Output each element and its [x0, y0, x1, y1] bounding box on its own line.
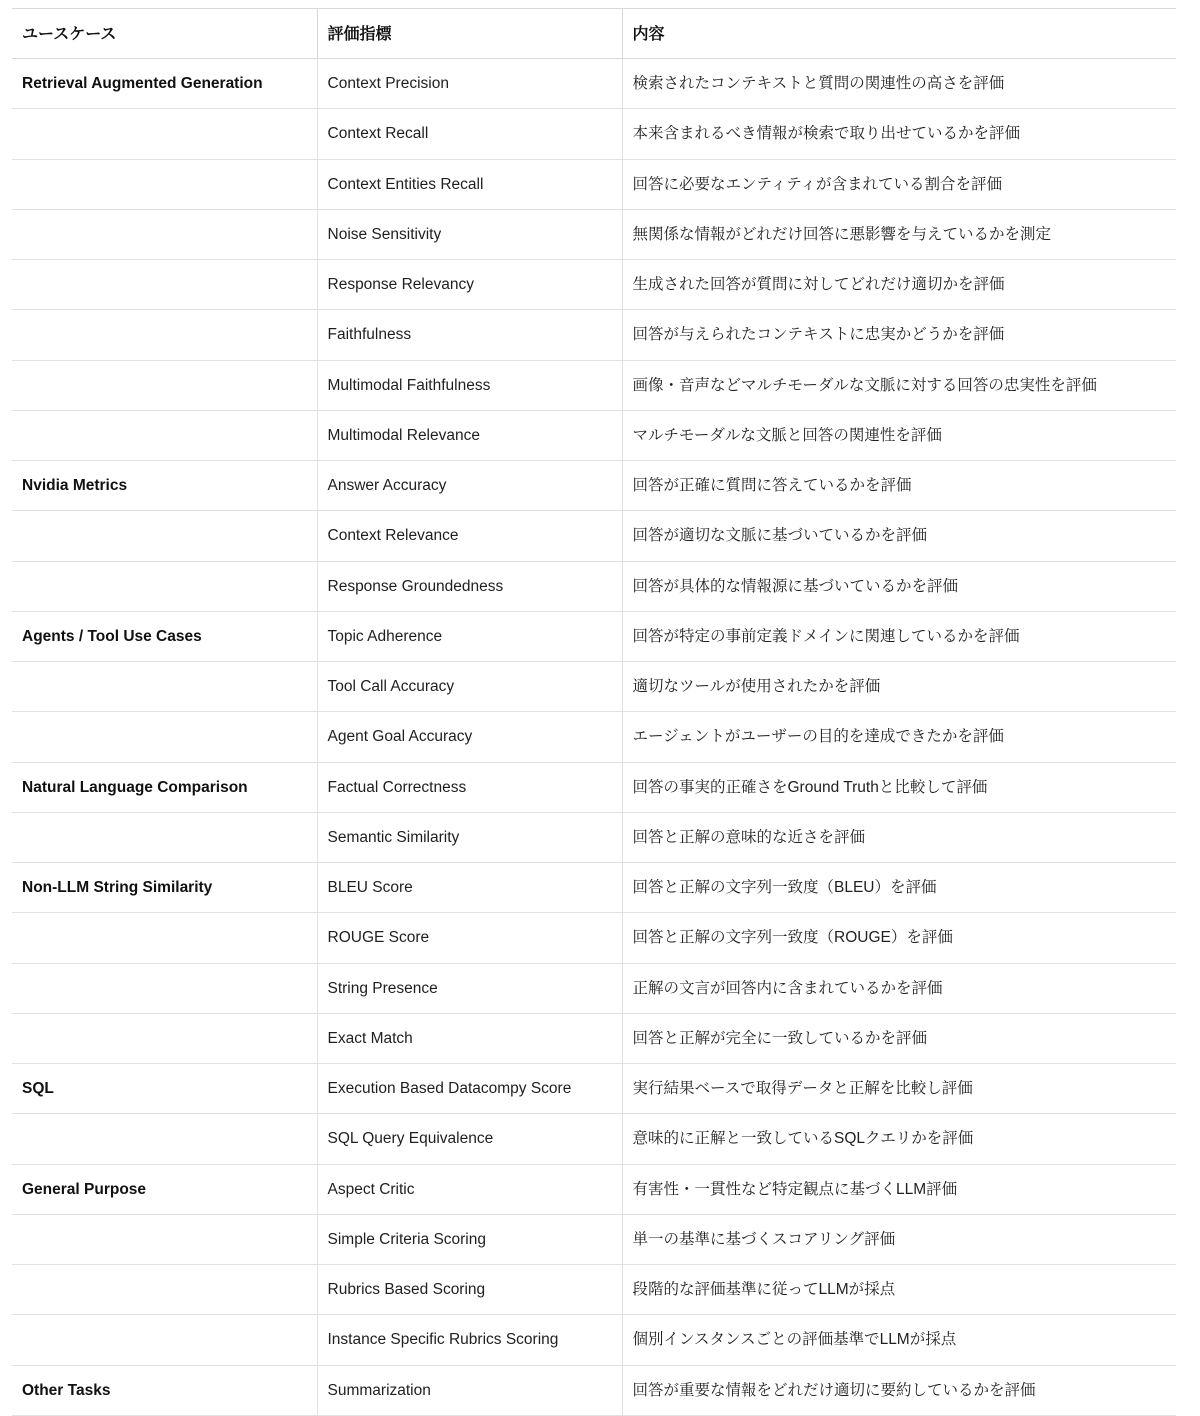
cell-usecase [12, 260, 317, 310]
cell-metric: Summarization [317, 1365, 622, 1415]
cell-description: エージェントがユーザーの目的を達成できたかを評価 [622, 712, 1176, 762]
cell-metric: Semantic Similarity [317, 812, 622, 862]
cell-description: 実行結果ベースで取得データと正解を比較し評価 [622, 1064, 1176, 1114]
cell-usecase [12, 511, 317, 561]
table-row [12, 611, 1176, 661]
cell-description: 回答が与えられたコンテキストに忠実かどうかを評価 [622, 310, 1176, 360]
cell-metric: Multimodal Faithfulness [317, 360, 622, 410]
cell-metric: Answer Accuracy [317, 461, 622, 511]
cell-metric: Response Relevancy [317, 260, 622, 310]
cell-usecase [12, 1265, 317, 1315]
cell-description: 意味的に正解と一致しているSQLクエリかを評価 [622, 1114, 1176, 1164]
table-row [12, 511, 1176, 561]
table-row [12, 109, 1176, 159]
column-header-usecase: ユースケース [12, 9, 317, 59]
cell-description: 段階的な評価基準に従ってLLMが採点 [622, 1265, 1176, 1315]
metrics-table [12, 8, 1176, 1416]
cell-metric: Exact Match [317, 1013, 622, 1063]
table-row [12, 561, 1176, 611]
cell-metric: Tool Call Accuracy [317, 662, 622, 712]
table-row [12, 1013, 1176, 1063]
table-row [12, 59, 1176, 109]
cell-usecase [12, 360, 317, 410]
cell-description: 回答が特定の事前定義ドメインに関連しているかを評価 [622, 611, 1176, 661]
cell-usecase [12, 310, 317, 360]
table-row [12, 260, 1176, 310]
cell-description: 回答と正解の文字列一致度（ROUGE）を評価 [622, 913, 1176, 963]
cell-metric: Context Relevance [317, 511, 622, 561]
table-row [12, 1114, 1176, 1164]
table-row [12, 963, 1176, 1013]
cell-usecase [12, 812, 317, 862]
cell-metric: Response Groundedness [317, 561, 622, 611]
cell-metric: Context Entities Recall [317, 159, 622, 209]
cell-description: 回答と正解が完全に一致しているかを評価 [622, 1013, 1176, 1063]
cell-metric: Execution Based Datacompy Score [317, 1064, 622, 1114]
table-row [12, 1214, 1176, 1264]
table-row [12, 159, 1176, 209]
cell-usecase: SQL [12, 1064, 317, 1114]
cell-metric: BLEU Score [317, 863, 622, 913]
cell-metric: Aspect Critic [317, 1164, 622, 1214]
cell-description: 回答と正解の文字列一致度（BLEU）を評価 [622, 863, 1176, 913]
table-row [12, 913, 1176, 963]
cell-metric: SQL Query Equivalence [317, 1114, 622, 1164]
cell-metric: ROUGE Score [317, 913, 622, 963]
cell-metric: Faithfulness [317, 310, 622, 360]
cell-usecase: Agents / Tool Use Cases [12, 611, 317, 661]
cell-usecase [12, 410, 317, 460]
table-row [12, 1265, 1176, 1315]
table-row [12, 762, 1176, 812]
table-row [12, 310, 1176, 360]
table-header-row [12, 9, 1176, 59]
cell-usecase: Natural Language Comparison [12, 762, 317, 812]
table-row [12, 1164, 1176, 1214]
cell-usecase: Retrieval Augmented Generation [12, 59, 317, 109]
cell-usecase [12, 712, 317, 762]
cell-usecase: Nvidia Metrics [12, 461, 317, 511]
cell-description: 有害性・一貫性など特定観点に基づくLLM評価 [622, 1164, 1176, 1214]
cell-metric: Agent Goal Accuracy [317, 712, 622, 762]
cell-usecase [12, 109, 317, 159]
table-row [12, 812, 1176, 862]
table-row [12, 360, 1176, 410]
cell-description: 生成された回答が質問に対してどれだけ適切かを評価 [622, 260, 1176, 310]
cell-usecase [12, 1013, 317, 1063]
table-row [12, 662, 1176, 712]
cell-metric: Instance Specific Rubrics Scoring [317, 1315, 622, 1365]
cell-metric: Simple Criteria Scoring [317, 1214, 622, 1264]
cell-metric: String Presence [317, 963, 622, 1013]
cell-description: 回答が具体的な情報源に基づいているかを評価 [622, 561, 1176, 611]
cell-description: 検索されたコンテキストと質問の関連性の高さを評価 [622, 59, 1176, 109]
cell-metric: Noise Sensitivity [317, 209, 622, 259]
cell-description: 回答が適切な文脈に基づいているかを評価 [622, 511, 1176, 561]
cell-usecase [12, 1315, 317, 1365]
cell-usecase [12, 561, 317, 611]
table-row [12, 410, 1176, 460]
cell-description: 回答の事実的正確さをGround Truthと比較して評価 [622, 762, 1176, 812]
cell-usecase [12, 913, 317, 963]
cell-metric: Context Recall [317, 109, 622, 159]
cell-description: 回答が正確に質問に答えているかを評価 [622, 461, 1176, 511]
cell-description: 正解の文言が回答内に含まれているかを評価 [622, 963, 1176, 1013]
cell-metric: Context Precision [317, 59, 622, 109]
cell-usecase [12, 963, 317, 1013]
cell-usecase: Other Tasks [12, 1365, 317, 1415]
table-row [12, 1315, 1176, 1365]
cell-description: マルチモーダルな文脈と回答の関連性を評価 [622, 410, 1176, 460]
cell-description: 適切なツールが使用されたかを評価 [622, 662, 1176, 712]
table-row [12, 1064, 1176, 1114]
table-header [12, 9, 1176, 59]
table-row [12, 1365, 1176, 1415]
cell-description: 無関係な情報がどれだけ回答に悪影響を与えているかを測定 [622, 209, 1176, 259]
cell-usecase [12, 662, 317, 712]
cell-usecase [12, 159, 317, 209]
column-header-metric: 評価指標 [317, 9, 622, 59]
cell-description: 本来含まれるべき情報が検索で取り出せているかを評価 [622, 109, 1176, 159]
table-row [12, 209, 1176, 259]
cell-description: 回答に必要なエンティティが含まれている割合を評価 [622, 159, 1176, 209]
cell-usecase [12, 1114, 317, 1164]
cell-usecase: General Purpose [12, 1164, 317, 1214]
cell-metric: Rubrics Based Scoring [317, 1265, 622, 1315]
cell-usecase [12, 1214, 317, 1264]
cell-usecase: Non-LLM String Similarity [12, 863, 317, 913]
column-header-description: 内容 [622, 9, 1176, 59]
cell-description: 回答と正解の意味的な近さを評価 [622, 812, 1176, 862]
cell-metric: Topic Adherence [317, 611, 622, 661]
cell-description: 単一の基準に基づくスコアリング評価 [622, 1214, 1176, 1264]
cell-description: 回答が重要な情報をどれだけ適切に要約しているかを評価 [622, 1365, 1176, 1415]
cell-usecase [12, 209, 317, 259]
cell-description: 個別インスタンスごとの評価基準でLLMが採点 [622, 1315, 1176, 1365]
table-row [12, 863, 1176, 913]
cell-metric: Factual Correctness [317, 762, 622, 812]
table-row [12, 461, 1176, 511]
cell-metric: Multimodal Relevance [317, 410, 622, 460]
table-row [12, 712, 1176, 762]
table-body [12, 59, 1176, 1416]
cell-description: 画像・音声などマルチモーダルな文脈に対する回答の忠実性を評価 [622, 360, 1176, 410]
